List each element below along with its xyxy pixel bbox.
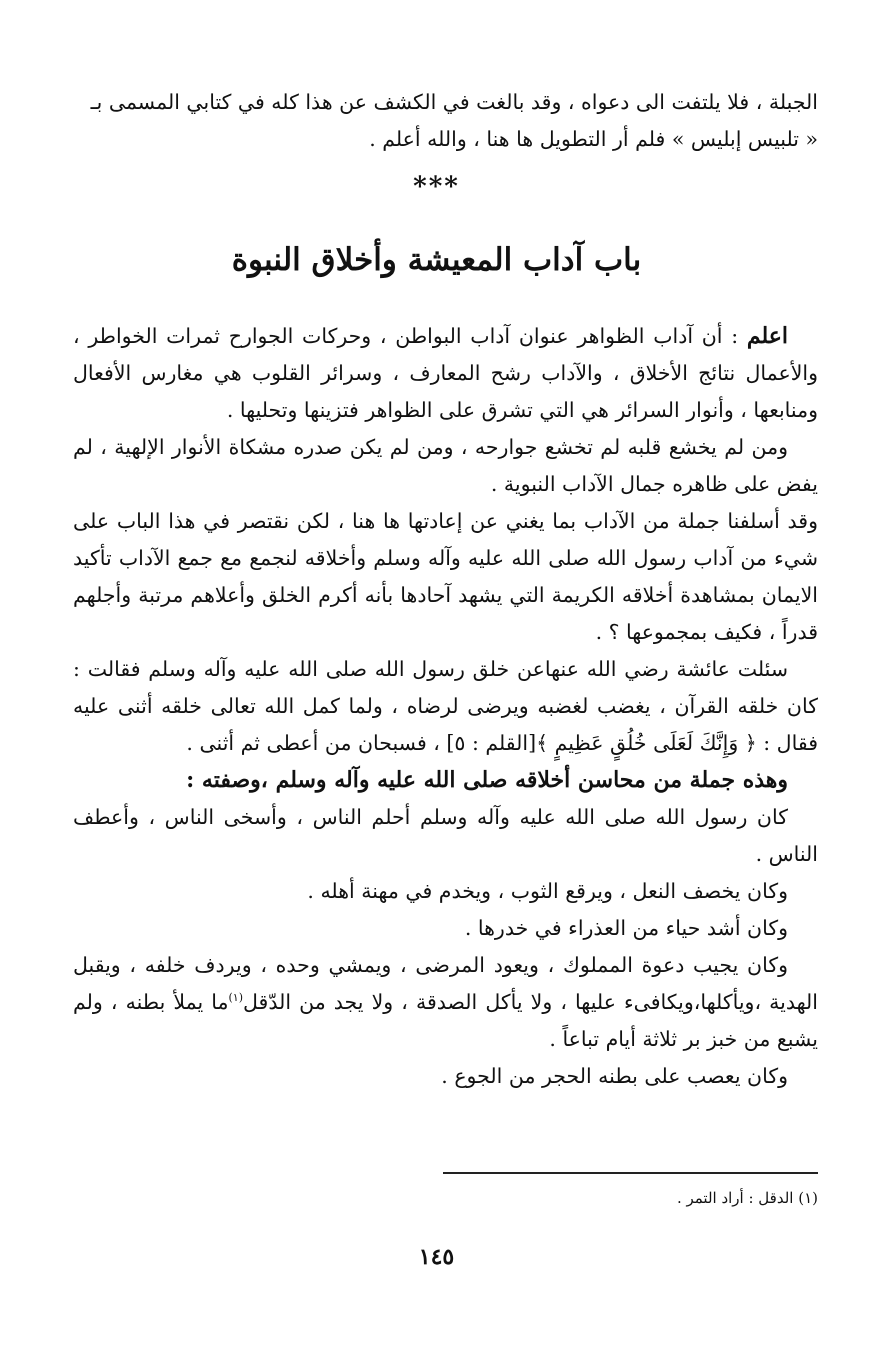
text-line: الجبلة ، فلا يلتفت الى دعواه ، وقد بالغت في الكشف عن هذا كله في كتابي المسمى بـ <box>90 90 818 114</box>
paragraph-text: : أن آداب الظواهر عنوان آداب البواطن ، وحركات الجوارح ثمرات الخواطر ، والأعمال نتائج الأخلاق ، والآداب رشح المعارف ، وسرائر القلوب هي مغارس الأفعال ومنابعها ، وأنوار السرائر هي التي تشرق على الظواهر فتزينها وتحليها . <box>73 324 818 422</box>
page-number: ١٤٥ <box>418 1244 455 1270</box>
text-line: « تلبيس إبليس » فلم أر التطويل ها هنا ، والله أعلم . <box>369 127 818 151</box>
paragraph: وكان يعصب على بطنه الحجر من الجوع . <box>441 1064 788 1088</box>
paragraph: كان رسول الله صلى الله عليه وآله وسلم أحلم الناس ، وأسخى الناس ، وأعطف الناس . <box>73 805 818 866</box>
sub-heading: وهذه جملة من محاسن أخلاقه صلى الله عليه وآله وسلم ،وصفته : <box>186 767 788 793</box>
footnote-marker: (١) <box>228 991 243 1005</box>
paragraph <box>73 318 818 429</box>
chapter-body <box>73 318 818 1095</box>
lead-word: اعلم <box>746 323 788 349</box>
section-separator: *** <box>413 172 460 202</box>
paragraph-text: وكان يجيب دعوة المملوك ، ويعود المرضى ، ويمشي وحده ، ويردف خلفه ، ويقبل الهدية ،ويأكلها،ويكافىء عليها ، ولا يأكل الصدقة ، ولا يجد من الدّقل <box>73 953 818 1014</box>
paragraph: وقد أسلفنا جملة من الآداب بما يغني عن إعادتها ها هنا ، لكن نقتصر في هذا الباب على شيء من آداب رسول الله صلى الله عليه وآله وسلم وأخلاقه لنجمع مع جمع الآداب تأكيد الايمان بمشاهدة أخلاقه الكريمة التي يشهد آحادها بأنه أكرم الخلق وأعلاهم مرتبة وأجلهم قدراً ، فكيف بمجموعها ؟ . <box>73 509 818 644</box>
paragraph: وكان يخصف النعل ، ويرقع الثوب ، ويخدم في مهنة أهله . <box>307 879 788 903</box>
footnote-divider <box>443 1172 818 1174</box>
paragraph: ومن لم يخشع قلبه لم تخشع جوارحه ، ومن لم يكن صدره مشكاة الأنوار الإلهية ، لم يفض على ظاهره جمال الآداب النبوية . <box>73 435 818 496</box>
continuation-text <box>73 84 818 158</box>
footnote: (١) الدقل : أراد التمر . <box>676 1189 818 1207</box>
paragraph: وكان أشد حياء من العذراء في خدرها . <box>464 916 788 940</box>
paragraph: سئلت عائشة رضي الله عنهاعن خلق رسول الله صلى الله عليه وآله وسلم فقالت : كان خلقه القرآن ، يغضب لغضبه ويرضى لرضاه ، ولما كمل الله تعالى خلقه أثنى عليه فقال : ﴿ وَإِنَّكَ لَعَلَى خُلُقٍ عَظِيمٍ ﴾[القلم : ٥] ، فسبحان من أعطى ثم أثنى . <box>73 657 818 755</box>
paragraph-text: ما يملأ بطنه ، ولم يشبع من خبز بر ثلاثة أيام تباعاً . <box>73 990 818 1051</box>
chapter-title: باب آداب المعيشة وأخلاق النبوة <box>231 242 642 278</box>
paragraph <box>73 947 818 1058</box>
